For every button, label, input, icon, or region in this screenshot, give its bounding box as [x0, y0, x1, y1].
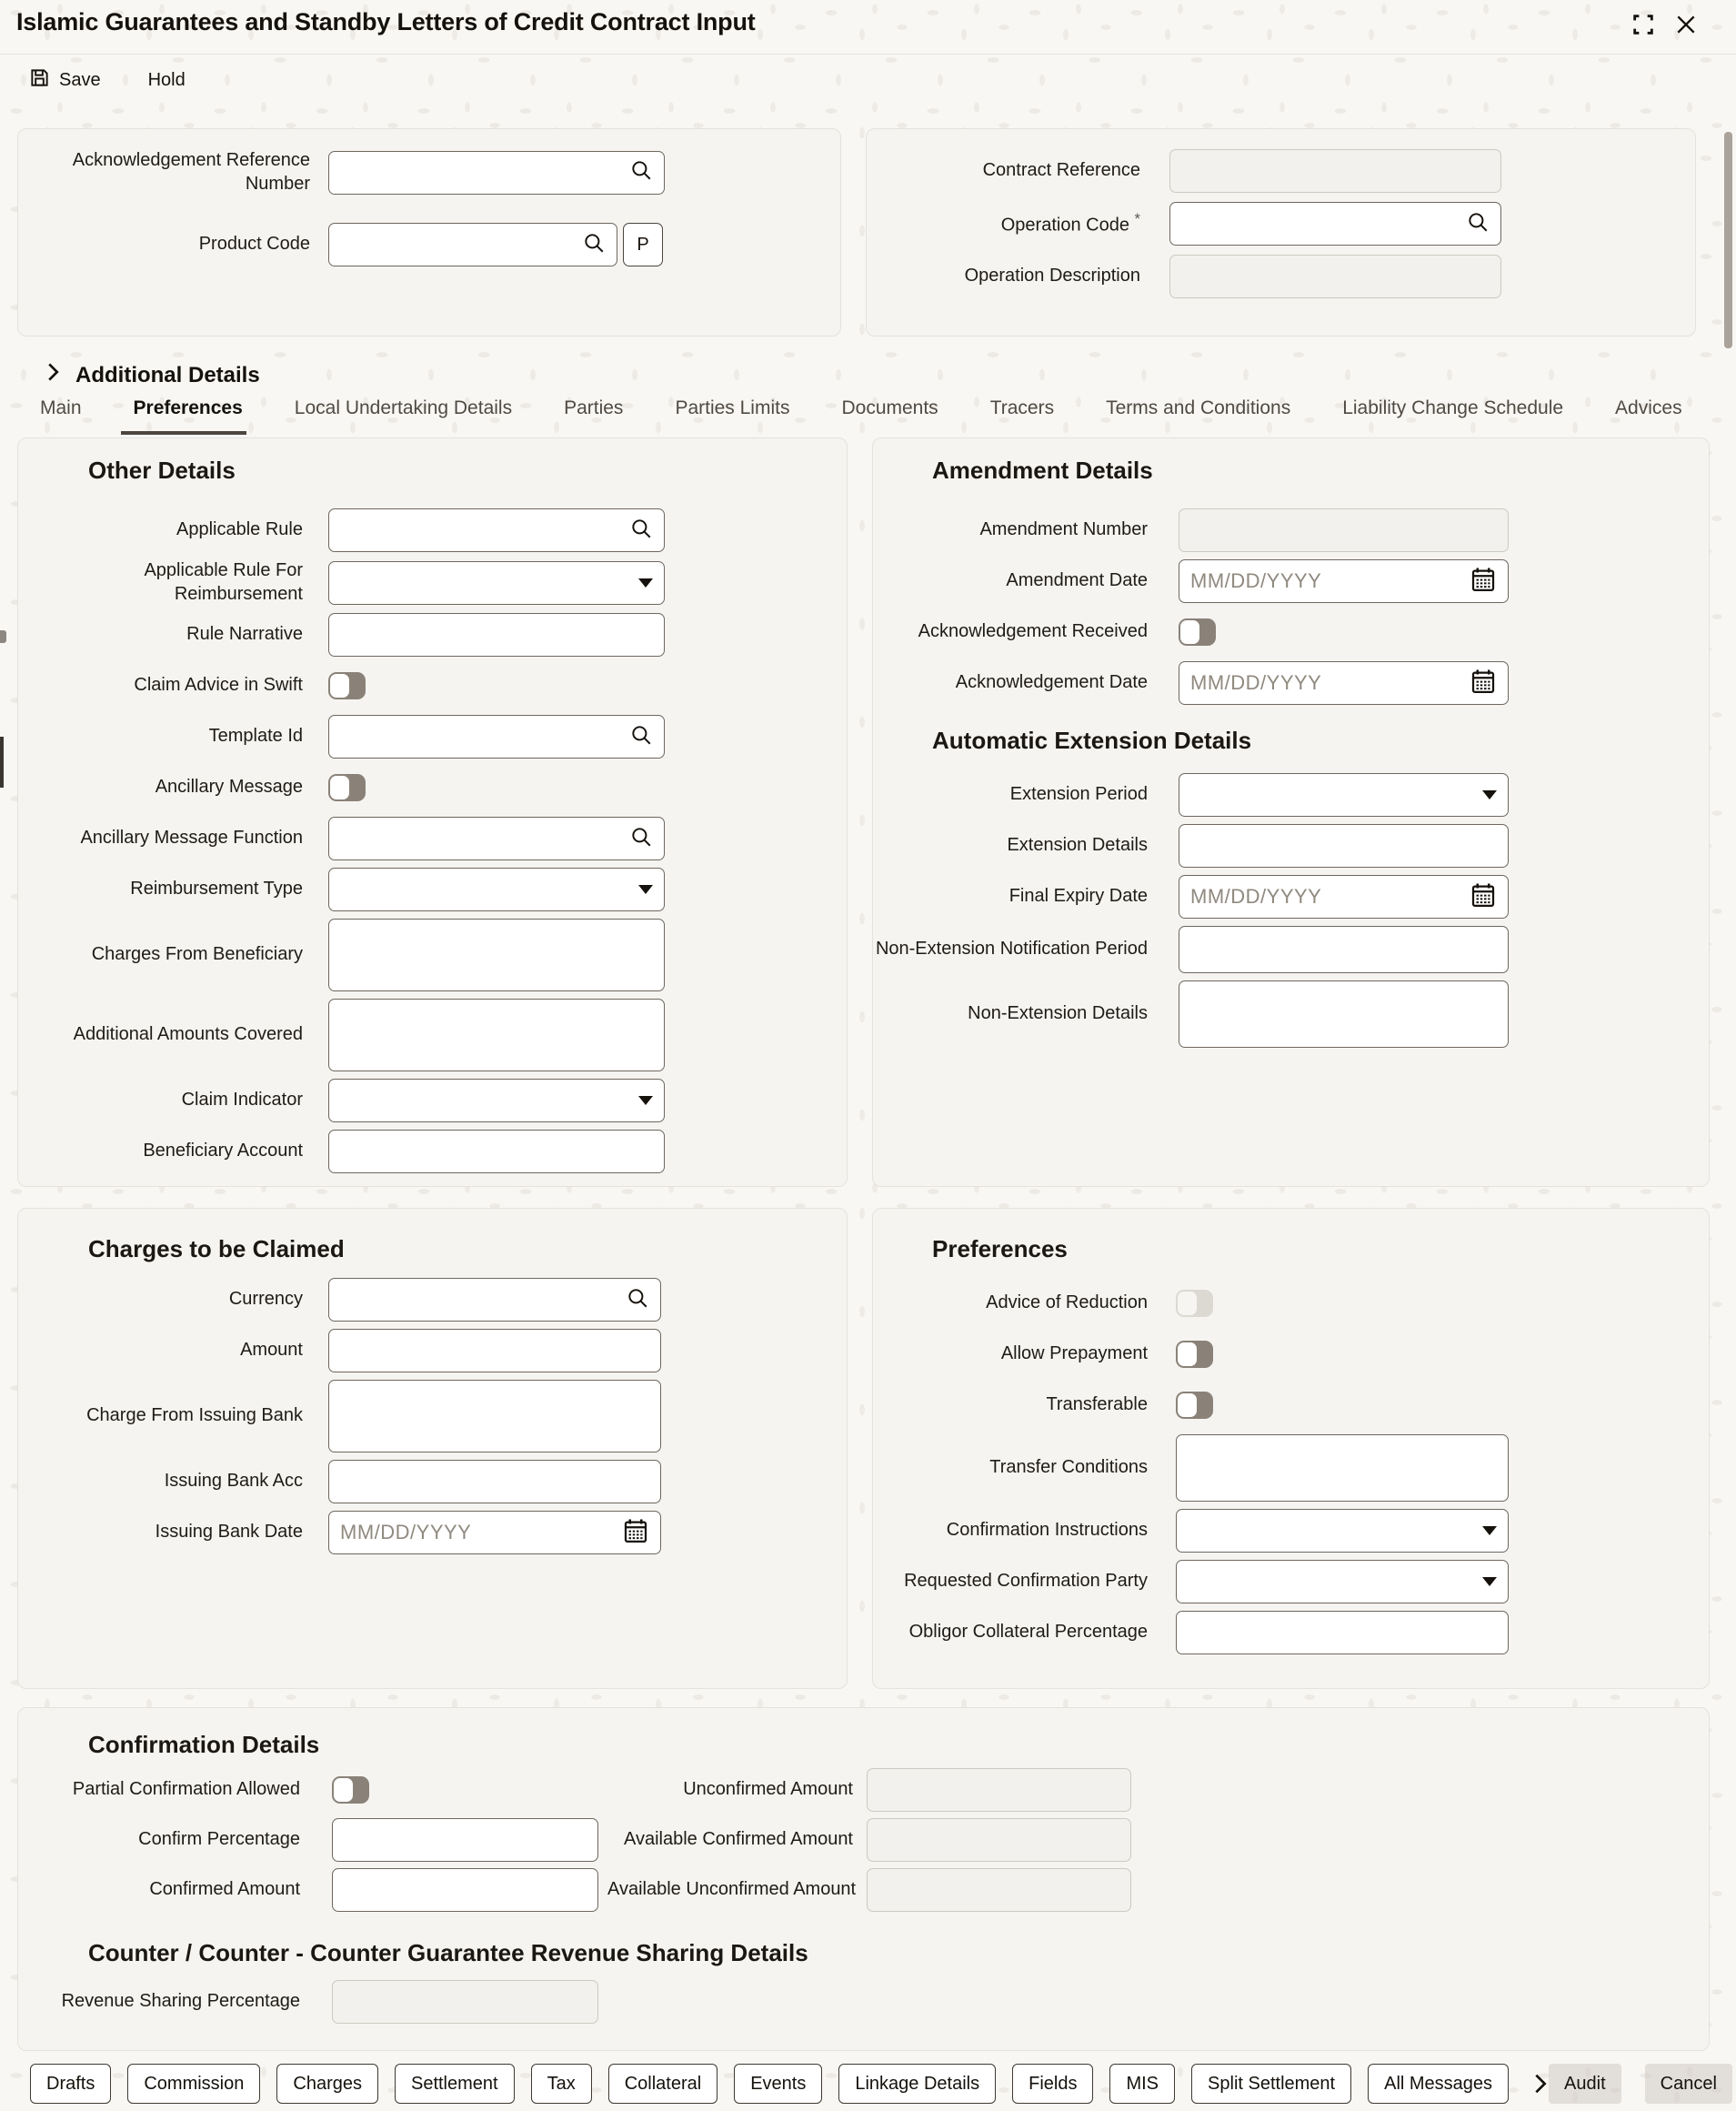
close-icon[interactable] [1674, 13, 1698, 36]
issuing-bank-date-input[interactable] [328, 1511, 661, 1554]
extension-period-label: Extension Period [1009, 784, 1148, 805]
tab-preferences[interactable]: Preferences [134, 397, 243, 437]
search-icon[interactable] [626, 1286, 649, 1314]
currency-label: Currency [228, 1289, 303, 1310]
section-title: Other Details [88, 457, 236, 484]
operation-desc-label: Operation Description [964, 266, 1140, 286]
split-settlement-button[interactable]: Split Settlement [1191, 2064, 1351, 2104]
all-messages-button[interactable]: All Messages [1368, 2064, 1509, 2104]
transferable-toggle[interactable] [1176, 1392, 1213, 1419]
tab-main[interactable]: Main [40, 397, 82, 418]
amendment-number-input [1179, 508, 1509, 552]
page-title: Islamic Guarantees and Standby Letters of Credit Contract Input [16, 8, 756, 35]
search-icon[interactable] [629, 825, 653, 853]
claim-advice-swift-toggle[interactable] [328, 672, 366, 699]
unconfirmed-amount-label: Unconfirmed Amount [683, 1779, 853, 1800]
section-title: Automatic Extension Details [932, 727, 1252, 754]
date-placeholder: MM/DD/YYYY [1190, 885, 1322, 908]
available-confirmed-input [867, 1818, 1131, 1862]
tab-local-undertaking-details[interactable]: Local Undertaking Details [294, 397, 513, 418]
beneficiary-account-input[interactable] [328, 1130, 665, 1173]
confirm-percentage-input[interactable] [332, 1818, 598, 1862]
chevron-down-icon [638, 885, 653, 894]
ancillary-message-function-input[interactable] [328, 817, 665, 860]
operation-code-label: Operation Code * [1000, 210, 1140, 236]
vertical-scrollbar[interactable] [1724, 132, 1732, 348]
available-confirmed-label: Available Confirmed Amount [624, 1829, 853, 1850]
final-expiry-date-input[interactable] [1179, 875, 1509, 919]
section-title: Confirmation Details [88, 1731, 320, 1758]
other-details-panel [17, 437, 848, 1187]
save-button[interactable] [29, 67, 101, 94]
product-code-input[interactable] [328, 223, 617, 266]
collateral-button[interactable]: Collateral [608, 2064, 717, 2104]
extension-period-select[interactable] [1179, 773, 1509, 817]
tab-advices[interactable]: Advices [1615, 397, 1682, 418]
section-title: Counter / Counter - Counter Guarantee Revenue Sharing Details [88, 1939, 808, 1966]
template-id-input[interactable] [328, 715, 665, 759]
available-unconfirmed-input [867, 1868, 1131, 1912]
amendment-panel [872, 437, 1710, 1187]
hold-button[interactable] [148, 70, 186, 91]
non-ext-notification-label: Non-Extension Notification Period [875, 939, 1148, 960]
more-buttons-chevron-icon[interactable] [1532, 2073, 1549, 2095]
final-expiry-date-label: Final Expiry Date [1008, 886, 1148, 907]
fields-button[interactable]: Fields [1012, 2064, 1093, 2104]
ack-ref-label: Acknowledgement Reference Number [72, 150, 310, 194]
reimbursement-type-label: Reimbursement Type [130, 879, 303, 900]
transfer-conditions-label: Transfer Conditions [989, 1457, 1148, 1478]
ancillary-message-label: Ancillary Message [155, 777, 303, 798]
contract-ref-label: Contract Reference [982, 160, 1140, 181]
non-ext-details-label: Non-Extension Details [968, 1003, 1148, 1024]
operation-panel [866, 128, 1696, 337]
rule-narrative-label: Rule Narrative [186, 624, 303, 645]
confirmed-amount-input[interactable] [332, 1868, 598, 1912]
chevron-right-icon [45, 362, 61, 388]
amendment-date-label: Amendment Date [1006, 570, 1148, 591]
confirm-percentage-label: Confirm Percentage [138, 1829, 300, 1850]
product-code-label: Product Code [198, 234, 310, 255]
issuing-bank-date-label: Issuing Bank Date [155, 1522, 303, 1543]
confirmation-instructions-select[interactable] [1176, 1509, 1509, 1553]
section-title: Preferences [932, 1235, 1068, 1262]
section-title: Charges to be Claimed [88, 1235, 345, 1262]
amendment-date-input[interactable] [1179, 559, 1509, 603]
footer-toolbar [0, 2056, 1736, 2111]
charges-button[interactable]: Charges [276, 2064, 378, 2104]
cancel-button[interactable]: Cancel [1645, 2064, 1732, 2104]
search-icon[interactable] [629, 517, 653, 545]
allow-prepayment-label: Allow Prepayment [1000, 1343, 1148, 1364]
additional-details-header[interactable] [45, 362, 260, 388]
preferences-panel [872, 1208, 1710, 1689]
search-icon[interactable] [582, 231, 606, 259]
currency-input[interactable] [328, 1278, 661, 1322]
left-edge-fragment [0, 630, 6, 643]
issuing-bank-acc-label: Issuing Bank Acc [164, 1471, 303, 1492]
applicable-rule-reimb-label: Applicable Rule For Reimbursement [144, 560, 303, 604]
available-unconfirmed-label: Available Unconfirmed Amount [607, 1879, 857, 1900]
maximize-icon[interactable] [1631, 12, 1656, 37]
chevron-down-icon [638, 1096, 653, 1105]
requested-confirmation-party-select[interactable] [1176, 1560, 1509, 1603]
ack-received-label: Acknowledgement Received [918, 621, 1148, 642]
extension-details-input[interactable] [1179, 824, 1509, 868]
drafts-button[interactable]: Drafts [30, 2064, 111, 2104]
contract-reference-input [1169, 149, 1501, 193]
amount-label: Amount [240, 1340, 303, 1361]
product-default-button[interactable]: P [623, 223, 663, 266]
charge-from-issuing-bank-label: Charge From Issuing Bank [86, 1405, 303, 1426]
search-icon[interactable] [1466, 210, 1490, 238]
obligor-collateral-pct-input[interactable] [1176, 1611, 1509, 1654]
title-bar [0, 0, 1736, 55]
confirmation-details-panel [17, 1707, 1710, 2051]
tab-documents[interactable]: Documents [841, 397, 938, 418]
commission-button[interactable]: Commission [127, 2064, 260, 2104]
confirmation-instructions-label: Confirmation Instructions [946, 1520, 1148, 1541]
acknowledgement-reference-input[interactable] [328, 151, 665, 195]
charge-from-issuing-bank-textarea[interactable] [328, 1380, 661, 1453]
charges-from-beneficiary-label: Charges From Beneficiary [91, 944, 303, 965]
date-placeholder: MM/DD/YYYY [1190, 569, 1322, 592]
settlement-button[interactable]: Settlement [395, 2064, 515, 2104]
transfer-conditions-textarea[interactable] [1176, 1434, 1509, 1502]
confirmed-amount-label: Confirmed Amount [149, 1879, 300, 1900]
reimbursement-type-select[interactable] [328, 868, 665, 911]
charges-from-beneficiary-textarea[interactable] [328, 919, 665, 991]
chevron-down-icon [1482, 790, 1497, 799]
amount-input[interactable] [328, 1329, 661, 1372]
tab-liability-change-schedule[interactable]: Liability Change Schedule [1342, 397, 1564, 418]
ack-received-toggle[interactable] [1179, 618, 1216, 646]
tab-parties-limits[interactable]: Parties Limits [675, 397, 790, 418]
operation-description-input [1169, 255, 1501, 298]
tab-tracers[interactable]: Tracers [989, 397, 1055, 418]
mis-button[interactable]: MIS [1109, 2064, 1175, 2104]
requested-confirmation-party-label: Requested Confirmation Party [904, 1571, 1148, 1592]
applicable-rule-reimb-select[interactable] [328, 561, 665, 605]
required-marker: * [1134, 210, 1140, 228]
ack-date-label: Acknowledgement Date [955, 672, 1148, 693]
calendar-icon[interactable] [1470, 566, 1497, 598]
beneficiary-account-label: Beneficiary Account [143, 1141, 303, 1161]
search-icon[interactable] [629, 723, 653, 751]
section-title: Amendment Details [932, 457, 1153, 484]
partial-confirmation-label: Partial Confirmation Allowed [72, 1779, 300, 1800]
tax-button[interactable]: Tax [531, 2064, 592, 2104]
left-edge-fragment [0, 737, 4, 788]
claim-indicator-label: Claim Indicator [181, 1090, 303, 1111]
ancillary-message-function-label: Ancillary Message Function [80, 828, 303, 849]
ancillary-message-toggle[interactable] [328, 774, 366, 801]
calendar-icon[interactable] [622, 1517, 649, 1549]
revenue-sharing-pct-label: Revenue Sharing Percentage [61, 1991, 300, 2012]
ack-date-input[interactable] [1179, 661, 1509, 705]
operation-code-input[interactable] [1169, 202, 1501, 246]
claim-advice-swift-label: Claim Advice in Swift [134, 675, 303, 696]
advice-of-reduction-toggle [1176, 1290, 1213, 1317]
chevron-down-icon [1482, 1526, 1497, 1535]
reference-panel [17, 128, 841, 337]
tab-bar [40, 397, 1731, 437]
issuing-bank-acc-input[interactable] [328, 1460, 661, 1503]
chevron-down-icon [638, 578, 653, 588]
rule-narrative-input[interactable] [328, 613, 665, 657]
applicable-rule-label: Applicable Rule [176, 519, 303, 540]
tab-terms-and-conditions[interactable]: Terms and Conditions [1106, 397, 1291, 418]
save-icon [29, 67, 50, 94]
audit-button[interactable]: Audit [1549, 2064, 1621, 2104]
advice-of-reduction-label: Advice of Reduction [986, 1292, 1148, 1313]
template-id-label: Template Id [208, 726, 303, 747]
linkage-details-button[interactable]: Linkage Details [838, 2064, 996, 2104]
claim-indicator-select[interactable] [328, 1079, 665, 1122]
additional-amounts-covered-label: Additional Amounts Covered [73, 1024, 303, 1045]
obligor-collateral-pct-label: Obligor Collateral Percentage [908, 1622, 1148, 1643]
allow-prepayment-toggle[interactable] [1176, 1341, 1213, 1368]
transferable-label: Transferable [1046, 1394, 1148, 1415]
calendar-icon[interactable] [1470, 881, 1497, 913]
search-icon[interactable] [629, 158, 653, 186]
events-button[interactable]: Events [734, 2064, 822, 2104]
calendar-icon[interactable] [1470, 668, 1497, 699]
hold-label: Hold [147, 70, 186, 90]
additional-details-label: Additional Details [75, 362, 260, 387]
tab-parties[interactable]: Parties [564, 397, 624, 418]
chevron-down-icon [1482, 1577, 1497, 1586]
revenue-sharing-pct-input [332, 1980, 598, 2024]
partial-confirmation-toggle[interactable] [332, 1776, 369, 1804]
unconfirmed-amount-input [867, 1768, 1131, 1812]
amendment-number-label: Amendment Number [979, 519, 1148, 540]
applicable-rule-input[interactable] [328, 508, 665, 552]
action-toolbar [29, 67, 186, 94]
charges-claimed-panel [17, 1208, 848, 1689]
date-placeholder: MM/DD/YYYY [340, 1521, 472, 1543]
date-placeholder: MM/DD/YYYY [1190, 671, 1322, 694]
non-ext-details-textarea[interactable] [1179, 980, 1509, 1048]
additional-amounts-covered-textarea[interactable] [328, 999, 665, 1071]
non-ext-notification-input[interactable] [1179, 926, 1509, 973]
extension-details-label: Extension Details [1007, 835, 1148, 856]
save-label: Save [59, 70, 101, 90]
